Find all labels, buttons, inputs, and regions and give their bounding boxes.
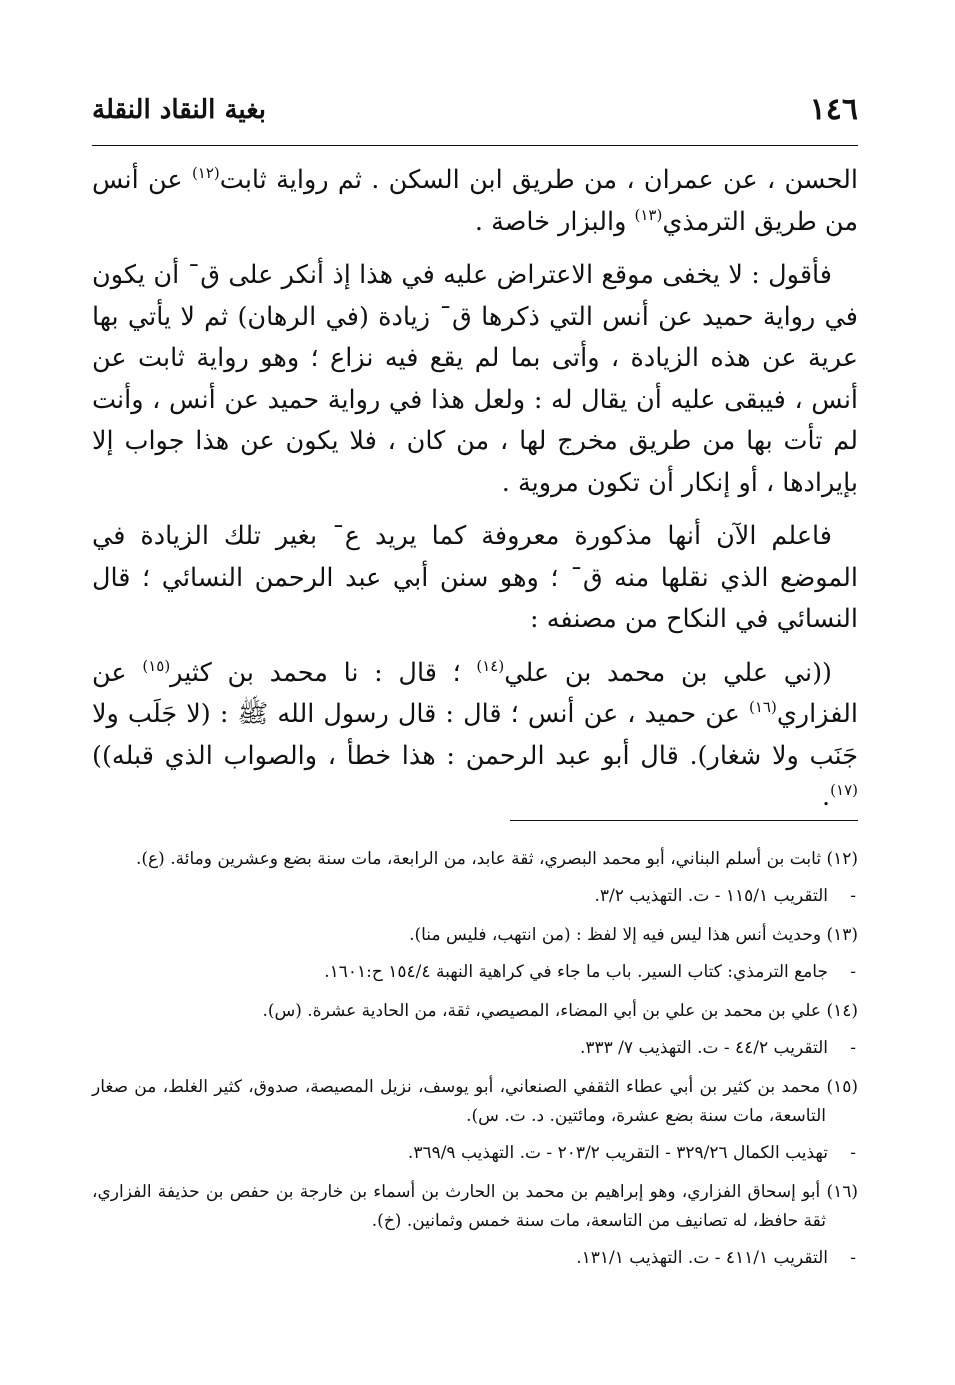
quote-text-e: . <box>822 782 831 812</box>
footnote-14-source <box>92 1034 858 1063</box>
footnote-15-source-text: تهذيب الكمال ٣٢٩/٢٦ - التقريب ٢٠٣/٢ - ت. التهذيب ٣٦٩/٩. <box>407 1143 828 1163</box>
footnote-16-source <box>92 1244 858 1273</box>
quote-text-d: عن حميد ، عن أنس ؛ قال : قال رسول الله ﷺ : (لا جَلَب ولا جَنَب ولا شغار). قال أبو عبد الرحمن : هذا خطأ ، والصواب الذي قبله)) <box>92 699 858 771</box>
source-dash: - <box>850 1143 856 1163</box>
main-text <box>92 160 858 831</box>
footnote-14-source-text: التقريب ٤٤/٢ - ت. التهذيب ٧/ ٣٣٣. <box>579 1038 828 1058</box>
footnote-ref-16: (١٦) <box>748 698 777 716</box>
footnote-15: (١٥) محمد بن كثير بن أبي عطاء الثقفي الصنعاني، أبو يوسف، نزيل المصيصة، صدوق، كثير الغلط، من صغار التاسعة، مات سنة بضع عشرة، ومائتين. د. ت. س). <box>92 1077 858 1126</box>
footnote-12: (١٢) ثابت بن أسلم البناني، أبو محمد البصري، ثقة عابد، من الرابعة، مات سنة بضع وعشرين ومائة. (ع). <box>136 849 858 869</box>
paragraph-1-text-a: الحسن ، عن عمران ، من طريق ابن السكن . ثم رواية ثابت <box>219 165 858 195</box>
footnote-separator <box>510 820 858 821</box>
paragraph-1 <box>92 160 858 243</box>
paragraph-1-text-c: والبزار خاصة . <box>474 206 635 237</box>
running-title: بغية النقاد النقلة <box>92 95 267 125</box>
quote-text-b: ؛ قال : نا محمد بن كثير <box>170 657 477 688</box>
footnote-ref-17: (١٧) <box>830 781 858 799</box>
paragraph-2: فأقول : لا يخفى موقع الاعتراض عليه في هذا إذ أنكر على قˉ أن يكون في رواية حميد عن أنس التي ذكرها قˉ زيادة (في الرهان) ثم لا يأتي بها عرية عن هذه الزيادة ، وأتى بما لم يقع فيه نزاع ؛ وهو رواية ثابت عن أنس ، فيبقى عليه أن يقال له : ولعل هذا في رواية حميد عن أنس ، وأنت لم تأت بها من طريق مخرج لها ، من كان ، فلا يكون عن هذا جواب إلا بإيرادها ، أو إنكار أن تكون مروية . <box>92 260 858 498</box>
paragraph-3: فاعلم الآن أنها مذكورة معروفة كما يريد عˉ بغير تلك الزيادة في الموضع الذي نقلها منه قˉ ؛ وهو سنن أبي عبد الرحمن النسائي ؛ قال النسائي في النكاح من مصنفه : <box>92 521 858 634</box>
footnote-13-source <box>92 958 858 987</box>
footnote-12-source-text: التقريب ١١٥/١ - ت. التهذيب ٣/٢. <box>594 886 828 906</box>
footnotes <box>92 845 858 1283</box>
footnote-ref-15: (١٥) <box>142 656 171 675</box>
footnote-ref-13: (١٣) <box>634 205 663 224</box>
footnote-14: (١٤) علي بن محمد بن علي بن أبي المضاء، المصيصي، ثقة، من الحادية عشرة. (س). <box>262 1001 858 1021</box>
footnote-15-source <box>92 1139 858 1168</box>
source-dash: - <box>850 962 856 982</box>
footnote-13: (١٣) وحديث أنس هذا ليس فيه إلا لفظ : (من انتهب، فليس منا). <box>409 925 858 945</box>
quote-text-a: ((ني علي بن محمد بن علي <box>504 657 833 688</box>
footnote-13-source-text: جامع الترمذي: كتاب السير. باب ما جاء في كراهية النهبة ١٥٤/٤ ح:١٦٠١. <box>324 962 828 982</box>
quote-text-c: عن الفزاري <box>92 657 858 729</box>
footnote-12-source <box>92 882 858 911</box>
header-rule <box>92 145 858 146</box>
footnote-16: (١٦) أبو إسحاق الفزاري، وهو إبراهيم بن محمد بن الحارث بن أسماء بن خارجة بن حفص بن حذيفة الفزاري، ثقة حافظ، له تصانيف من التاسعة، مات سنة خمس وثمانين. (خ). <box>92 1182 858 1231</box>
source-dash: - <box>850 886 856 906</box>
page-header <box>92 84 858 140</box>
paragraph-4-quote <box>92 653 858 819</box>
footnote-ref-12: (١٢) <box>191 164 220 182</box>
footnote-ref-14: (١٤) <box>476 656 505 675</box>
paragraph-1-text-b: عن أنس من طريق الترمذي <box>92 165 858 237</box>
source-dash: - <box>850 1248 856 1268</box>
footnote-16-source-text: التقريب ٤١١/١ - ت. التهذيب ١٣١/١. <box>576 1248 828 1268</box>
page-number: ١٤٦ <box>809 92 858 127</box>
source-dash: - <box>850 1038 856 1058</box>
